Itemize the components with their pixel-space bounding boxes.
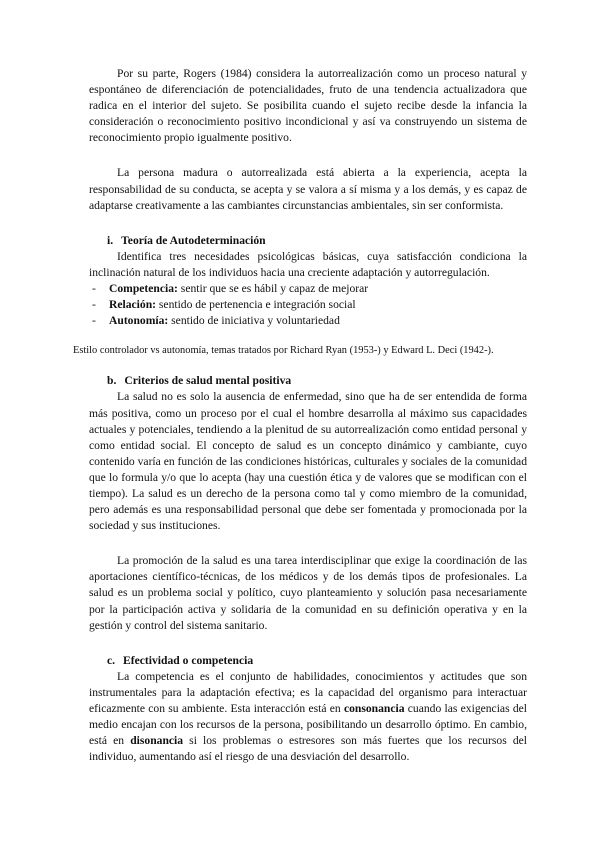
list-item-relacion bbox=[89, 297, 527, 313]
heading-marker: b. bbox=[107, 374, 117, 388]
list-item-competencia bbox=[89, 281, 527, 297]
list-term: Competencia: bbox=[109, 282, 178, 296]
heading-title: Efectividad o competencia bbox=[123, 653, 254, 667]
list-desc: sentido de iniciativa y voluntariedad bbox=[168, 314, 340, 328]
paragraph-salud: La salud no es solo la ausencia de enfermedad, sino que ha de ser entendida de forma más positiva, como un proceso por el cual el hombre desarrolla al máximo sus capacidades actuales y potenciales, tendiendo a la plenitud de su autorrealización como entidad personal y como entidad social. El concepto de salud es un concepto dinámico y cambiante, cuyo contenido varía en función de las condiciones históricas, culturales y sociales de la comunidad que lo formula y/o que lo acepta (hay una cuestión ética y de valores que se modifican con el tiempo). La salud es un derecho de la persona como tal y como miembro de la comunidad, pero además es una responsabilidad personal que debe ser fomentada y promocionada por la sociedad y sus instituciones. bbox=[89, 390, 527, 533]
term-disonancia: disonancia bbox=[130, 734, 184, 748]
text-segment: cuando las exigencias del medio encajan con los recursos de la persona, posibilitando un desarrollo óptimo. En cambio, está en bbox=[89, 702, 528, 748]
paragraph-competencia bbox=[89, 669, 527, 766]
heading-marker: i. bbox=[107, 233, 114, 247]
needs-list bbox=[89, 281, 527, 329]
text-segment: si los problemas o estresores son más fuertes que los recursos del individuo, aumentando así el riesgo de una desviación del desarrollo. bbox=[89, 734, 527, 764]
heading-salud-mental bbox=[89, 373, 527, 389]
paragraph-persona-madura: La persona madura o autorrealizada está abierta a la experiencia, acepta la responsabilidad de su conducta, se acepta y se valora a sí misma y a los demás, y es capaz de adaptarse creativamente a las cambiantes circunstancias ambientales, sin ser conformista. bbox=[89, 166, 527, 212]
list-desc: sentido de pertenencia e integración social bbox=[156, 298, 356, 312]
list-term: Relación: bbox=[109, 298, 157, 312]
list-item-autonomia bbox=[89, 313, 527, 329]
term-consonancia: consonancia bbox=[343, 702, 405, 715]
text-segment: La competencia es el conjunto de habilidades, conocimientos y actitudes que son instrumentales para la adaptación efectiva; es la capacidad del organismo para interactuar eficazmente con su ambiente. Esta interacción está en bbox=[89, 669, 527, 715]
heading-title: Criterios de salud mental positiva bbox=[124, 374, 292, 388]
paragraph-rogers: Por su parte, Rogers (1984) considera la autorrealización como un proceso natural y espontáneo de diferenciación de potencialidades, fruto de una tendencia actualizadora que radica en el interior del sujeto. Se posibilita cuando el sujeto recibe desde la infancia la consideración o reconocimiento positivo incondicional y así va construyendo un sistema de reconocimiento propio igualmente positivo. bbox=[89, 67, 527, 145]
document-body bbox=[89, 66, 527, 765]
paragraph-promocion: La promoción de la salud es una tarea interdisciplinar que exige la coordinación de las aportaciones científico-técnicas, de los médicos y de los demás tipos de profesionales. La salud es un problema social y político, cuyo planteamiento y solución pasa necesariamente por la participación activa y solidaria de la comunidad en su definición operativa y en la gestión y control del sistema sanitario. bbox=[89, 554, 527, 632]
heading-autodeterminacion bbox=[89, 233, 527, 249]
caption-ryan-deci: Estilo controlador vs autonomía, temas tratados por Richard Ryan (1953-) y Edward L. Deci (1942-). bbox=[73, 345, 494, 356]
heading-title: Teoría de Autodeterminación bbox=[121, 233, 266, 247]
list-term: Autonomía: bbox=[109, 314, 169, 328]
paragraph-necesidades: Identifica tres necesidades psicológicas básicas, cuya satisfacción condiciona la inclinación natural de los individuos hacia una creciente adaptación y autorregulación. bbox=[89, 249, 527, 279]
list-desc: sentir que se es hábil y capaz de mejorar bbox=[177, 282, 369, 296]
heading-competencia bbox=[89, 653, 527, 669]
heading-marker: c. bbox=[107, 653, 116, 667]
